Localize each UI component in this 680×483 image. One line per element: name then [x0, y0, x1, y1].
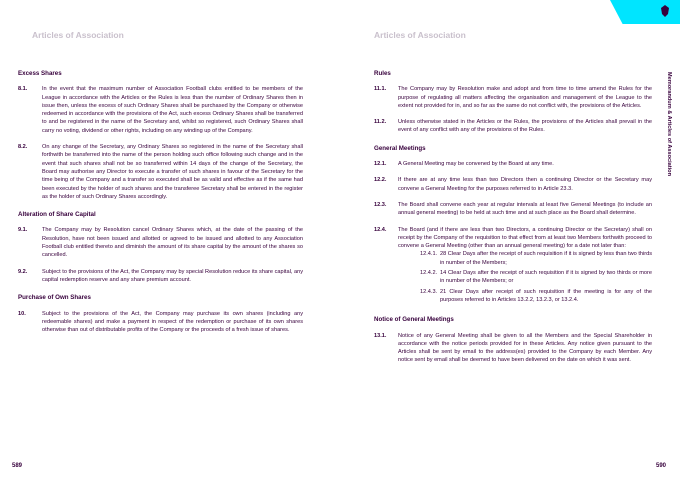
section	[18, 70, 303, 201]
clause-number: 12.3.	[374, 201, 387, 208]
clause-text-block	[42, 226, 303, 259]
subclause	[420, 269, 652, 286]
clause-text-block	[42, 310, 303, 335]
clause-text-block	[398, 160, 652, 168]
subclause-text: 14 Clear Days after the receipt of such requisition if it is signed by two thirds or more in number of the Members; or	[440, 270, 652, 285]
subclause	[420, 250, 652, 267]
clause	[374, 118, 652, 135]
clause-number: 12.4.	[374, 226, 387, 233]
clause-text: If there are at any time less than two Directors then a continuing Director or the Secretary may convene a General Meeting for the purposes referred to in Article 23.3.	[398, 177, 652, 192]
section-heading: Rules	[374, 70, 391, 77]
clause-text-block	[398, 332, 652, 365]
clause	[18, 85, 303, 135]
clause-number: 12.1.	[374, 161, 387, 168]
clause-text: The Company may by Resolution make and adopt and from time to time amend the Rules for the purpose of regulating all matters affecting the organisation and management of the League to the extent not provided for in, and so far as the same do not conflict with, the provisions of the Articles.	[398, 86, 652, 109]
subclause	[420, 288, 652, 305]
clause-text-block	[42, 143, 303, 201]
clause	[374, 226, 652, 307]
clause	[374, 85, 652, 110]
lion-crest-icon	[660, 5, 670, 17]
running-head: Articles of Association	[32, 30, 124, 40]
clause-number: 11.1.	[374, 86, 387, 93]
section-heading: Alteration of Share Capital	[18, 211, 96, 219]
clause	[374, 176, 652, 193]
clause-text: Unless otherwise stated in the Articles or the Rules, the provisions of the Articles shall prevail in the event of any conflict with any of the provisions of the Rules.	[398, 119, 652, 134]
clause-text-block	[398, 118, 652, 135]
clause-number: 12.2.	[374, 177, 387, 184]
clause-text: Subject to the provisions of the Act, the Company may purchase its own shares (including any redeemable shares) and make a payment in respect of the redemption or purchase of its own shares otherwise than out of distributable profits of the Company or the proceeds of a fresh issue of shares.	[42, 310, 303, 334]
clause	[18, 143, 303, 201]
side-tab: Memorandum & Articles of Association	[666, 72, 672, 177]
clause	[18, 268, 303, 285]
clause-text-block	[42, 268, 303, 285]
section-heading: Purchase of Own Shares	[18, 294, 91, 302]
clause-text-block	[42, 85, 303, 135]
clause-text: Subject to the provisions of the Act, the Company may by special Resolution reduce its share capital, any capital redemption reserve and any share premium account.	[42, 268, 303, 283]
clause-text: The Company may by Resolution cancel Ordinary Shares which, at the date of the passing of the Resolution, have not been issued and allotted or agreed to be issued and allotted to any Association Football club entitled thereto and diminish the amount of its share capital by the amount of the shares so cancelled.	[42, 227, 303, 259]
clause-number: 8.2.	[18, 144, 28, 151]
section-heading: Excess Shares	[18, 70, 62, 77]
section	[374, 70, 652, 135]
subclause-number: 12.4.2.	[420, 270, 438, 277]
subclause-number: 12.4.3.	[420, 288, 438, 295]
clause-text: A General Meeting may be convened by the Board at any time.	[398, 161, 554, 168]
clause-text: In the event that the maximum number of Association Football clubs entitled to be members of the League in accordance with the Articles or the Rules is less than the number of Ordinary Shares then in issue then, unless the excess of such Ordinary Shares shall be purchased by the Company or otherwise redeemed in accordance with the provisions of the Act, such excess Ordinary Shares shall be transferred to and be registered in the name of the Secretary and, whilst so registered, such Ordinary Shares shall carry no voting, dividend or other rights, including on any winding up of the Company.	[42, 86, 303, 134]
clause	[374, 201, 652, 218]
clause-text-block	[398, 176, 652, 193]
subclause-text: 28 Clear Days after the receipt of such requisition if it is signed by less than two thirds in number of the Members;	[440, 251, 652, 266]
clause-text-block	[398, 201, 652, 218]
section	[18, 211, 303, 284]
clause	[18, 226, 303, 259]
clause-number: 8.1.	[18, 86, 28, 93]
right-column	[374, 70, 652, 375]
clause-number: 10.	[18, 310, 26, 317]
clause-number: 11.2.	[374, 119, 387, 126]
clause-text: Notice of any General Meeting shall be given to all the Members and the Special Shareholder in accordance with the notice periods provided for in these Articles. Any notice given pursuant to the Articles shall be sent by email to the address(es) provided to the Company by each Member. Any notice sent by email shall be deemed to have been delivered on the date on which it was sent.	[398, 332, 652, 364]
left-column	[18, 70, 303, 344]
clause-text: The Board (and if there are less than two Directors, a continuing Director or the Secretary) shall on receipt by the Company of the requisition to that effect from at least two Members forthwith proceed to convene a General Meeting (other than an annual general meeting) for a date not later than:	[398, 226, 652, 250]
clause	[374, 160, 652, 168]
section	[374, 145, 652, 306]
right-page	[340, 0, 680, 483]
section-heading: General Meetings	[374, 144, 426, 152]
section-heading: Notice of General Meetings	[374, 316, 454, 324]
section	[18, 294, 303, 334]
clause-text-block	[398, 85, 652, 110]
page-number: 590	[655, 463, 666, 469]
clause	[374, 332, 652, 365]
running-head: Articles of Association	[374, 30, 466, 40]
page-number: 589	[12, 463, 23, 469]
subclause-text: 21 Clear Days after receipt of such requisition if the meeting is for any of the purposes referred to in Articles 13.2.2, 13.2.3, or 13.2.4.	[440, 288, 652, 303]
clause-text: The Board shall convene each year at regular intervals at least five General Meetings (to include an annual general meeting) to be held at such time and at such place as the Board shall determine.	[398, 201, 652, 217]
clause-text: On any change of the Secretary, any Ordinary Shares so registered in the name of the Secretary shall forthwith be transferred into the name of the person holding such office following such change and in the event that such shares shall not be so transferred within 14 days of the change of the Secretary, the Board may authorise any Director to execute a transfer of such shares in favour of the Secretary for the time being of the Company and a transfer so executed shall be as valid and effective as if the same had been executed by the holder of such shares and the transferee Secretary shall be entered in the register as the holder of such Ordinary Shares accordingly.	[42, 144, 303, 200]
clause-text-block	[398, 226, 652, 307]
clause-number: 9.2.	[18, 268, 28, 275]
clause-number: 9.1.	[18, 227, 28, 234]
clause-number: 13.1.	[374, 332, 387, 339]
clause	[18, 310, 303, 335]
subclause-number: 12.4.1.	[420, 251, 438, 258]
section	[374, 316, 652, 364]
